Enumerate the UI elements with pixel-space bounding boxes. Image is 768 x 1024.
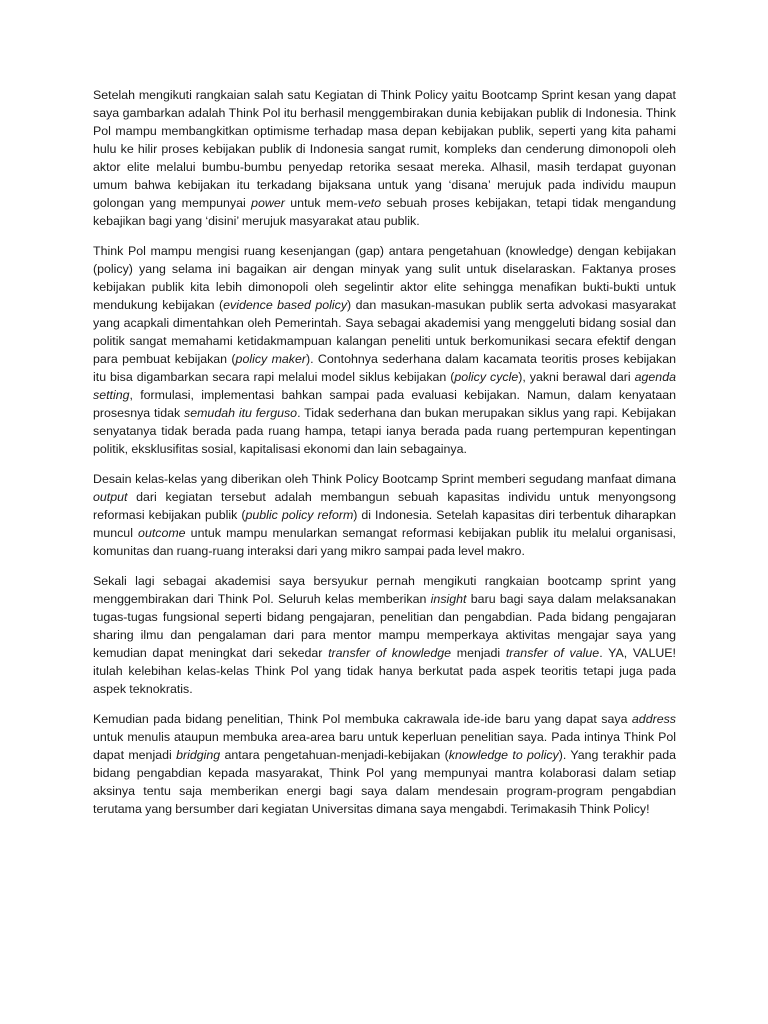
text-run: baru bagi saya dalam melaksanakan tugas-tugas fungsional seperti bidang pengajaran, penelitian dan pengabdian. Pada bidang pengajaran sharing ilmu dan pengalaman dari para mentor mampu memperkaya aktivitas mengajar saya yang kemudian dapat meningkat dari sekedar bbox=[93, 592, 676, 660]
text-run: untuk mampu menularkan semangat reformasi kebijakan publik itu melalui organisasi, komunitas dan ruang-ruang interaksi dari yang mikro sampai pada level makro. bbox=[93, 526, 676, 558]
text-run: ) dan masukan-masukan publik serta advokasi masyarakat yang acapkali dimentahkan oleh Pemerintah. Saya sebagai akademisi yang menggeluti bidang sosial dan politik sangat memahami ketidakmampuan kalangan peneliti untuk berkomunikasi secara efektif dengan para pembuat kebijakan ( bbox=[93, 298, 676, 366]
paragraph-2 bbox=[93, 242, 676, 458]
text-run: Think Pol mampu mengisi ruang kesenjangan (gap) antara pengetahuan (knowledge) dengan kebijakan (policy) yang selama ini bagaikan air dengan minyak yang sulit untuk diselaraskan. Faktanya proses kebijakan publik kita lebih dimonopoli oleh segelintir aktor elite sehingga menafikan bukti-bukti untuk mendukung kebijakan ( bbox=[93, 244, 676, 312]
text-run: Kemudian pada bidang penelitian, Think Pol membuka cakrawala ide-ide baru yang dapat saya bbox=[93, 712, 632, 726]
italic-text-run: policy maker bbox=[235, 352, 306, 366]
italic-text-run: public policy reform bbox=[245, 508, 354, 522]
text-run: untuk menulis ataupun membuka area-area baru untuk keperluan penelitian saya. Pada intinya Think Pol dapat menjadi bbox=[93, 730, 676, 762]
italic-text-run: power bbox=[251, 196, 285, 210]
text-run: ). Yang terakhir pada bidang pengabdian kepada masyarakat, Think Pol yang mempunyai mantra kolaborasi dalam setiap aksinya tentu saja memberikan energi bagi saya dalam mendesain program-program pengabdian terutama yang bersumber dari kegiatan Universitas dimana saya mengabdi. Terimakasih Think Policy! bbox=[93, 748, 676, 816]
text-run: antara pengetahuan-menjadi-kebijakan ( bbox=[220, 748, 449, 762]
italic-text-run: knowledge to policy bbox=[448, 748, 559, 762]
italic-text-run: evidence based policy bbox=[223, 298, 348, 312]
italic-text-run: semudah itu ferguso bbox=[184, 406, 298, 420]
paragraph-3 bbox=[93, 470, 676, 560]
text-run: . YA, VALUE! itulah kelebihan kelas-kelas Think Pol yang tidak hanya berkutat pada aspek teoritis tetapi juga pada aspek teknokratis. bbox=[93, 646, 676, 696]
italic-text-run: transfer of value bbox=[505, 646, 600, 660]
italic-text-run: output bbox=[93, 490, 128, 504]
italic-text-run: policy cycle bbox=[454, 370, 519, 384]
document-page bbox=[93, 86, 676, 830]
italic-text-run: address bbox=[631, 712, 676, 726]
text-run: . Tidak sederhana dan bukan merupakan siklus yang rapi. Kebijakan senyatanya tidak berada pada ruang hampa, tetapi ianya berada pada ruang pertempuran kepentingan politik, eksklusifitas sosial, kapitalisasi ekonomi dan lain sebagainya. bbox=[93, 406, 676, 456]
paragraph-5 bbox=[93, 710, 676, 818]
text-run: sebuah proses kebijakan, tetapi tidak mengandung kebajikan bagi yang ‘disini’ merujuk masyarakat atau publik. bbox=[93, 196, 676, 228]
italic-text-run: bridging bbox=[176, 748, 221, 762]
text-run: Sekali lagi sebagai akademisi saya bersyukur pernah mengikuti rangkaian bootcamp sprint yang menggembirakan dari Think Pol. Seluruh kelas memberikan bbox=[93, 574, 676, 606]
italic-text-run: veto bbox=[357, 196, 382, 210]
italic-text-run: transfer of knowledge bbox=[328, 646, 452, 660]
text-run: menjadi bbox=[451, 646, 506, 660]
text-run: Setelah mengikuti rangkaian salah satu Kegiatan di Think Policy yaitu Bootcamp Sprint kesan yang dapat saya gambarkan adalah Think Pol itu berhasil menggembirakan dunia kebijakan publik di Indonesia. Think Pol mampu membangkitkan optimisme terhadap masa depan kebijakan publik, seperti yang kita pahami hulu ke hilir proses kebijakan publik di Indonesia sangat rumit, kompleks dan cenderung dimonopoli oleh aktor elite melalui bumbu-bumbu penyedap retorika sesaat mereka. Alhasil, masih terdapat guyonan umum bahwa kebijakan itu terkadang bijaksana untuk yang ‘disana’ merujuk pada individu maupun golongan yang mempunyai bbox=[93, 88, 676, 210]
paragraph-1 bbox=[93, 86, 676, 230]
text-run: untuk mem- bbox=[284, 196, 358, 210]
italic-text-run: agenda setting bbox=[93, 370, 676, 402]
text-run: ). Contohnya sederhana dalam kacamata teoritis proses kebijakan itu bisa digambarkan secara rapi melalui model siklus kebijakan ( bbox=[93, 352, 676, 384]
text-run: dari kegiatan tersebut adalah membangun sebuah kapasitas individu untuk menyongsong reformasi kebijakan publik ( bbox=[93, 490, 676, 522]
italic-text-run: outcome bbox=[138, 526, 186, 540]
text-run: , formulasi, implementasi bahkan sampai pada evaluasi kebijakan. Namun, dalam kenyataan prosesnya tidak bbox=[93, 388, 676, 420]
text-run: ) di Indonesia. Setelah kapasitas diri terbentuk diharapkan muncul bbox=[93, 508, 676, 540]
italic-text-run: insight bbox=[430, 592, 467, 606]
text-run: ), yakni berawal dari bbox=[518, 370, 635, 384]
paragraph-4 bbox=[93, 572, 676, 698]
text-run: Desain kelas-kelas yang diberikan oleh Think Policy Bootcamp Sprint memberi segudang manfaat dimana bbox=[93, 472, 676, 486]
